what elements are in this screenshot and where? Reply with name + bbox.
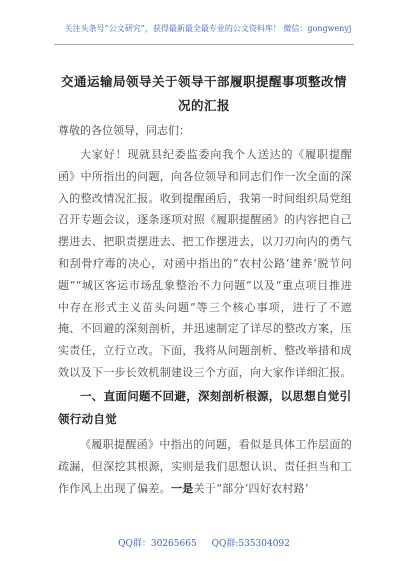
body-paragraph-1: 大家好！现就县纪委监委向我个人送达的《履职提醒函》中所指出的问题，向各位领导和同志们作一次全面的深入的整改情况汇报。收到提醒函后，我第一时间组织局党组召开专题会议，逐条逐项对照《履职提醒函》的内容把自己摆进去、把职责摆进去、把工作摆进去，以刀刃向内的勇气和刮骨疗毒的决心，对函中指出的“农村公路‘建养’脱节问题”“城区客运市场乱象整治不力问题”以及“重点项目推进中存在形式主义苗头问题”等三个核心事项，进行了不遮掩、不回避的深刻剖析，并迅速制定了详尽的整改方案，压实责任，立行立改。下面，我将从问题剖析、整改举措和成效以及下一步长效机制建设三个方面，向大家作详细汇报。: [58, 148, 352, 379]
paragraph-2-rest: 关于“部分‘四好农村路’: [193, 481, 309, 495]
footer-qq-group-1[interactable]: QQ群：30265665: [118, 539, 197, 549]
footer-qq-group-2[interactable]: QQ群:535304092: [211, 539, 290, 549]
body-paragraph-2: [58, 434, 352, 499]
paragraph-2-intro: 《履职提醒函》中指出的问题，看似是具体工作层面的疏漏，但深挖其根源，实则是我们思想认识、责任担当和工作作风上出现了偏差。: [58, 438, 352, 495]
paragraph-2-bold-marker: 一是: [171, 481, 194, 495]
document-title: 交通运输局领导关于领导干部履职提醒事项整改情况的汇报: [60, 74, 347, 113]
footer: [0, 536, 408, 549]
header-divider: [54, 44, 354, 45]
salutation: 尊敬的各位领导，同志们：: [58, 124, 190, 137]
header-notice: 关注头条号“公文研究”，获得最新最全最专业的公文资料库！ 微信：gongwenyj: [64, 24, 352, 33]
section-heading-1: 一、直面问题不回避，深刻剖析根源，以思想自觉引领行动自觉: [58, 389, 352, 426]
